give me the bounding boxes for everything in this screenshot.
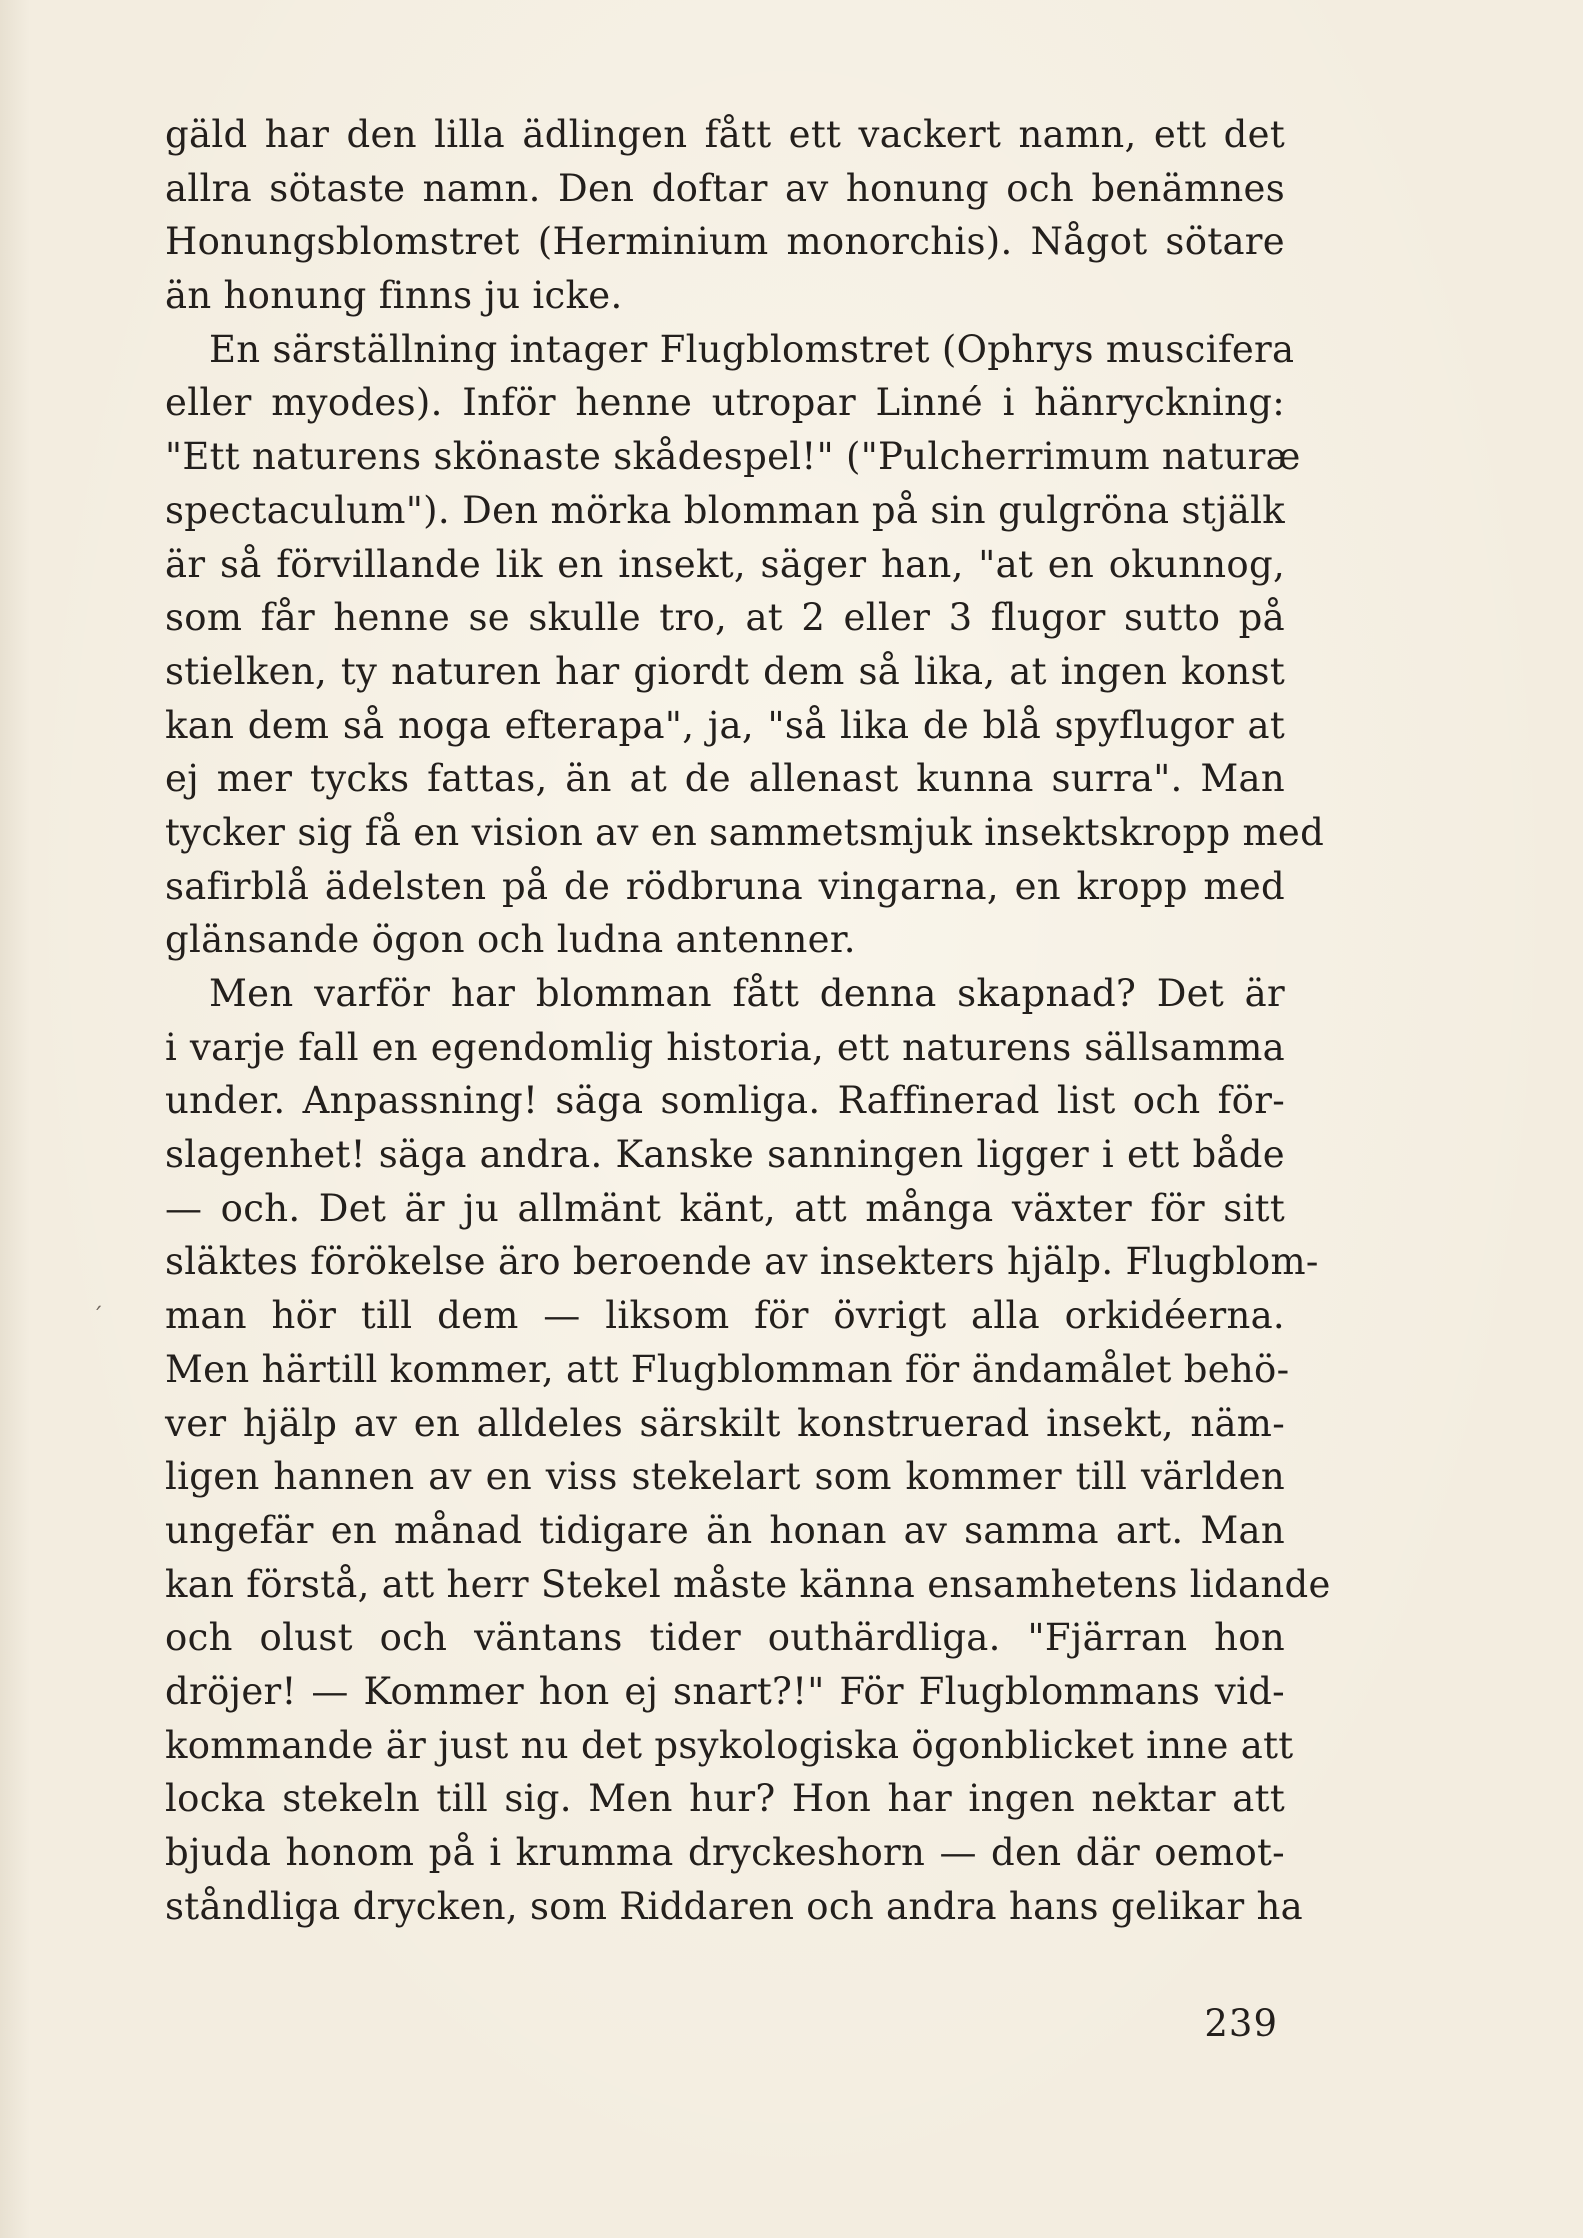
text-line: kan dem så noga efterapa", ja, "så lika de blå spyflugor at [165, 703, 1285, 747]
text-line: safirblå ädelsten på de rödbruna vingarna, en kropp med [165, 864, 1285, 908]
text-line: locka stekeln till sig. Men hur? Hon har ingen nektar att [165, 1777, 1285, 1821]
text-line: kommande är just nu det psykologiska ögonblicket inne att [165, 1723, 1294, 1767]
paragraph-end-line: än honung finns ju icke. [165, 274, 623, 318]
text-line: kan förstå, att herr Stekel måste känna ensamhetens lidande [165, 1562, 1331, 1606]
page-number: 239 [1204, 2002, 1278, 2045]
text-line: dröjer! — Kommer hon ej snart?!" För Flugblommans vid- [165, 1669, 1285, 1713]
text-line: bjuda honom på i krumma dryckeshorn — den där oemot- [165, 1831, 1285, 1874]
text-line: — och. Det är ju allmänt känt, att många växter för sitt [165, 1186, 1285, 1230]
text-line: som får henne se skulle tro, at 2 eller 3 flugor sutto på [165, 596, 1285, 640]
text-line: eller myodes). Inför henne utropar Linné i hänryckning: [165, 381, 1285, 425]
paragraph-end-line: glänsande ögon och ludna antenner. [165, 918, 856, 962]
text-line: Men härtill kommer, att Flugblomman för ändamålet behö- [165, 1347, 1290, 1391]
text-line: i varje fall en egendomlig historia, ett naturens sällsamma [165, 1025, 1285, 1069]
text-line: ej mer tycks fattas, än at de allenast kunna surra". Man [165, 757, 1285, 801]
text-line: släktes förökelse äro beroende av insekters hjälp. Flugblom- [165, 1240, 1319, 1284]
text-line: ligen hannen av en viss stekelart som kommer till världen [165, 1455, 1285, 1499]
text-line: allra sötaste namn. Den doftar av honung och benämnes [165, 166, 1285, 210]
text-line: under. Anpassning! säga somliga. Raffinerad list och för- [165, 1079, 1285, 1123]
text-line: tycker sig få en vision av en sammetsmjuk insektskropp med [165, 810, 1325, 854]
text-line: ver hjälp av en alldeles särskilt konstruerad insekt, näm- [165, 1401, 1285, 1445]
body-text [165, 108, 1331, 1933]
paragraph-start-line: En särställning intager Flugblomstret (Ophrys muscifera [209, 327, 1295, 371]
text-line: ungefär en månad tidigare än honan av samma art. Man [165, 1508, 1285, 1552]
text-line: är så förvillande lik en insekt, säger han, "at en okunnog, [165, 542, 1285, 586]
text-line: stielken, ty naturen har giordt dem så lika, at ingen konst [165, 649, 1285, 693]
text-line: Honungsblomstret (Herminium monorchis). Något sötare [165, 220, 1285, 264]
text-line: "Ett naturens skönaste skådespel!" ("Pulcherrimum naturæ [165, 435, 1301, 479]
text-line: spectaculum"). Den mörka blomman på sin gulgröna stjälk [165, 488, 1285, 532]
text-line: och olust och väntans tider outhärdliga. "Fjärran hon [165, 1616, 1285, 1660]
text-line: ståndliga drycken, som Riddaren och andra hans gelikar ha [165, 1884, 1303, 1928]
paragraph-start-line: Men varför har blomman fått denna skapnad? Det är [209, 972, 1285, 1015]
text-line: man hör till dem — liksom för övrigt alla orkidéerna. [165, 1294, 1285, 1338]
margin-mark: ´ [92, 1305, 103, 1330]
text-line: slagenhet! säga andra. Kanske sanningen ligger i ett både [165, 1133, 1285, 1177]
text-line: gäld har den lilla ädlingen fått ett vackert namn, ett det [165, 113, 1285, 156]
